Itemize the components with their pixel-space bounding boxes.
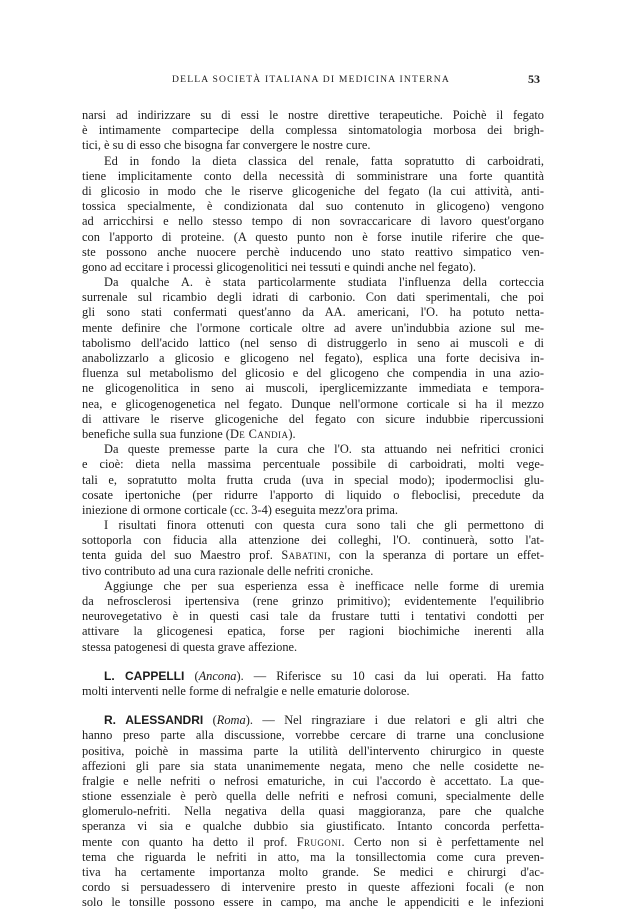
text-line: attivare la glicogenesi epatica, forse per ragioni biochimiche inerenti alla xyxy=(82,624,544,639)
text-line: stessa patogenesi di questa grave affezione. xyxy=(82,639,298,654)
text-line: gli sono stati confermati quest'anno da AA. americani, l'O. ha potuto netta- xyxy=(82,305,544,320)
text-line: cordo si persuadessero di intervenire presto in queste affezioni focali (e non xyxy=(82,880,544,895)
text-line: stione essenziale è però quella delle nefriti e nefrosi comuni, specialmente delle xyxy=(82,789,544,804)
text-line: Aggiunge che per sua esperienza essa è inefficace nelle forme di uremia xyxy=(104,578,544,593)
text-line: anabolizzarlo a glicosio e glicogeno nel fegato), esplica una forte decisiva in- xyxy=(82,351,544,365)
text-line: tivo contributo ad una cura razionale delle nefriti croniche. xyxy=(82,563,374,578)
text-segment: ). — Nel ringraziare i due relatori e gli altri che xyxy=(245,713,544,728)
paragraph xyxy=(82,442,544,518)
text-segment: . Certo non si è perfettamente nel xyxy=(341,834,545,849)
text-line: nea, e glicogenogenetica nel fegato. Dunque nell'ormone corticale si ha il mezzo xyxy=(82,396,544,411)
text-line xyxy=(82,427,544,442)
paragraph xyxy=(82,579,544,655)
text-line: fluenza sul metabolismo del glicosio e del glicogeno che compendia in una azio- xyxy=(82,366,544,381)
text-line: narsi ad indirizzare su di essi le nostre direttive terapeutiche. Poichè il fegato xyxy=(82,108,544,122)
author-citation: Sabatini xyxy=(281,548,328,563)
speaker-name: L. CAPPELLI xyxy=(104,668,185,683)
paragraph xyxy=(82,518,544,579)
author-citation: De Candia xyxy=(229,426,289,441)
text-line: glomerulo-nefriti. Nella negativa della quasi maggioranza, pare che qualche xyxy=(82,804,544,819)
text-segment: ). xyxy=(288,426,296,441)
text-line: gono ad eccitare i processi glicogenolitici nei tessuti e quindi anche nel fegato). xyxy=(82,259,476,274)
text-line: cosate ipertoniche (per ridurre l'apporto di liquido o fleboclisi, precedute da xyxy=(82,487,544,502)
speaker-place: Ancona xyxy=(198,668,237,683)
paragraph xyxy=(82,108,544,154)
author-citation: Frugoni xyxy=(296,834,342,849)
text-line: affezioni gli pare sia stata unanimemente negata, meno che nelle cosidette ne- xyxy=(82,758,544,773)
text-line: da nefrosclerosi ipertensiva (rene grinzo primitivo); evidentemente l'equilibrio xyxy=(82,594,544,608)
text-line: molti interventi nelle forme di nefralgie e nelle ematurie dolorose. xyxy=(82,683,410,698)
text-line: iniezione di ormone corticale (cc. 3-4) eseguita mezz'ora prima. xyxy=(82,502,398,517)
text-segment: , con la speranza di portare un effet- xyxy=(327,548,544,563)
text-line: L. CAPPELLI (Ancona). — Riferisce su 10 casi da lui operati. Ha fatto xyxy=(104,668,544,683)
text-line: sottoporla con fiducia alla attenzione dei colleghi, l'O. continuerà, sotto l'at- xyxy=(82,533,544,548)
speaker-place: Roma xyxy=(216,713,246,728)
text-line: Da queste premesse parte la cura che l'O. sta attuando nei nefritici cronici xyxy=(104,442,544,457)
page-number: 53 xyxy=(528,72,540,86)
running-title: DELLA SOCIETÀ ITALIANA DI MEDICINA INTERNA xyxy=(172,74,450,85)
text-segment: ). — Riferisce su 10 casi da lui operati. Ha fatto xyxy=(236,668,544,683)
text-segment: tenta guida del suo Maestro prof. xyxy=(82,548,282,563)
text-line: speranza vi sia e qualche dubbio sia giustificato. Intanto concorda perfetta- xyxy=(82,819,544,834)
text-line xyxy=(82,548,544,563)
text-line: fralgie e nelle nefriti o nefrosi ematuriche, in cui l'accordo è accettato. La que- xyxy=(82,773,544,788)
text-line: tici, è su di esso che bisogna far convergere le nostre cure. xyxy=(82,138,371,153)
text-line: I risultati finora ottenuti con questa cura sono tali che gli permettono di xyxy=(104,518,544,533)
text-line: tali e, sopratutto molta frutta cruda (uva in special modo); ipodermoclisi glu- xyxy=(82,472,544,487)
text-line: ad arricchirsi e nello stesso tempo di non sovraccaricare di lavoro quest'organo xyxy=(82,214,544,229)
text-line: R. ALESSANDRI (Roma). — Nel ringraziare i due relatori e gli altri che xyxy=(104,713,544,728)
text-line: hanno preso parte alla discussione, vorrebbe cercare di trarne una conclusione xyxy=(82,728,544,743)
text-line: Da qualche A. è stata particolarmente studiata l'influenza della corteccia xyxy=(104,275,544,290)
text-line: tiva ha certamente importanza molto grande. Se medici e chirurgi d'ac- xyxy=(82,865,544,879)
running-header xyxy=(82,74,542,92)
text-line: ne glicogenolitica in seno ai muscoli, iperglicemizzante immediata e tempora- xyxy=(82,381,544,396)
text-line: solo le tonsille possono essere in campo, ma anche le appendiciti e le infezioni xyxy=(82,895,544,910)
text-line: è intimamente compartecipe della complessa sintomatologia morbosa dei brigh- xyxy=(82,123,544,138)
text-line: mente definire che l'ormone corticale oltre ad avere un'indubbia azione sul me- xyxy=(82,320,544,335)
section-gap xyxy=(82,699,544,713)
text-line: tabolismo dell'acido lattico (nel senso di distruggerlo in seno ai muscoli e di xyxy=(82,335,544,350)
text-line: e cioè: dieta nella massima percentuale possibile di carboidrati, molti vege- xyxy=(82,457,544,472)
text-line: tiene implicitamente conto della necessità di somministrare una forte quantità xyxy=(82,168,544,183)
body-text xyxy=(82,108,544,911)
text-line: di attivare le riserve glicogeniche del fegato con sicure indubbie ripercussioni xyxy=(82,411,544,426)
text-line: con l'apporto di proteine. (A questo punto non è forse inutile riferire che que- xyxy=(82,229,544,244)
text-line: ste possono anche nuocere perchè inducendo uno stato reattivo simpatico ven- xyxy=(82,244,544,259)
text-line xyxy=(82,835,544,850)
speaker-paragraph-cappelli xyxy=(82,669,544,699)
speaker-name: R. ALESSANDRI xyxy=(104,713,204,728)
text-line: tema che riguarda le nefriti in atto, ma la tonsillectomia come cura preven- xyxy=(82,849,544,864)
text-line: neurovegetativo è in questi casi tale da frustare tutti i tentativi condotti per xyxy=(82,609,544,624)
text-line: di glicosio in modo che le riserve glicogeniche del fegato (la cui attività, anti- xyxy=(82,183,544,198)
speaker-paragraph-alessandri xyxy=(82,713,544,910)
paragraph xyxy=(82,154,544,276)
paragraph xyxy=(82,275,544,442)
text-line: positiva, poichè in massima parte la utilità dell'intervento chirurgico in queste xyxy=(82,743,544,758)
text-line: tossica specialmente, è condizionata dal suo contenuto in glicogeno) vengono xyxy=(82,199,544,214)
text-segment: benefiche sulla sua funzione ( xyxy=(82,426,230,441)
text-segment: mente con quanto ha detto il prof. xyxy=(82,834,297,849)
text-line: Ed in fondo la dieta classica del renale, fatta sopratutto di carboidrati, xyxy=(104,153,544,168)
text-line: surrenale sul ricambio degli idrati di carbonio. Con dati sperimentali, che poi xyxy=(82,290,544,305)
section-gap xyxy=(82,655,544,669)
